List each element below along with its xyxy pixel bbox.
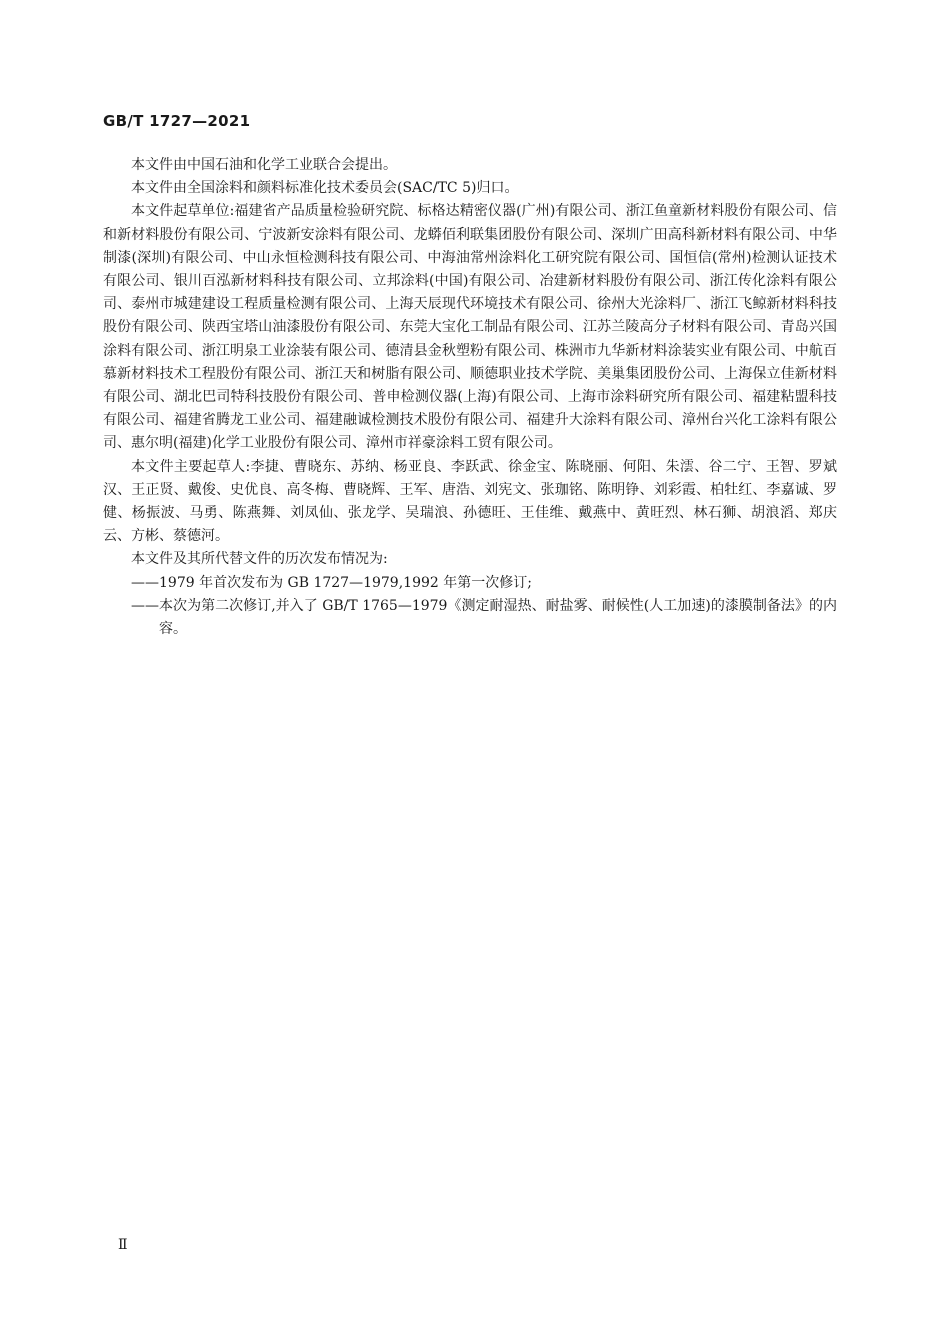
page-number: Ⅱ	[118, 1237, 128, 1253]
history-item-first-release: ——1979 年首次发布为 GB 1727—1979,1992 年第一次修订;	[131, 574, 532, 591]
committee-paragraph: 本文件由全国涂料和颜料标准化技术委员会(SAC/TC 5)归口。	[131, 180, 519, 197]
history-intro-paragraph: 本文件及其所代替文件的历次发布情况为:	[131, 551, 388, 568]
foreword-body	[103, 154, 837, 641]
drafting-units-paragraph: 本文件起草单位:福建省产品质量检验研究院、标格达精密仪器(广州)有限公司、浙江鱼童新材料股份有限公司、信和新材料股份有限公司、宁波新安涂料有限公司、龙蟒佰利联集团股份有限公司、深圳广田高科新材料有限公司、中华制漆(深圳)有限公司、中山永恒检测科技有限公司、中海油常州涂料化工研究院有限公司、国恒信(常州)检测认证技术有限公司、银川百泓新材料科技有限公司、立邦涂料(中国)有限公司、冶建新材料股份有限公司、浙江传化涂料有限公司、泰州市城建建设工程质量检测有限公司、上海天辰现代环境技术有限公司、徐州大光涂料厂、浙江飞鲸新材料科技股份有限公司、陕西宝塔山油漆股份有限公司、东莞大宝化工制品有限公司、江苏兰陵高分子材料有限公司、青岛兴国涂料有限公司、浙江明泉工业涂装有限公司、德清县金秋塑粉有限公司、株洲市九华新材料涂装实业有限公司、中航百慕新材料技术工程股份有限公司、浙江天和树脂有限公司、顺德职业技术学院、美巢集团股份公司、上海保立佳新材料有限公司、湖北巴司特科技股份有限公司、普申检测仪器(上海)有限公司、上海市涂料研究所有限公司、福建粘盟科技有限公司、福建省腾龙工业公司、福建融诚检测技术股份有限公司、福建升大涂料有限公司、漳州台兴化工涂料有限公司、惠尔明(福建)化学工业股份有限公司、漳州市祥豪涂料工贸有限公司。	[103, 203, 837, 452]
standard-code-header: GB/T 1727—2021	[103, 112, 251, 130]
history-item-second-revision: ——本次为第二次修订,并入了 GB/T 1765—1979《测定耐湿热、耐盐雾、耐候性(人工加速)的漆膜制备法》的内容。	[131, 597, 837, 638]
proposer-paragraph: 本文件由中国石油和化学工业联合会提出。	[131, 157, 397, 173]
drafters-paragraph: 本文件主要起草人:李捷、曹晓东、苏纳、杨亚良、李跃武、徐金宝、陈晓丽、何阳、朱澐、谷二宁、王智、罗斌汉、王正贤、戴俊、史优良、高冬梅、曹晓辉、王军、唐浩、刘宪文、张珈铭、陈明铮、刘彩霞、柏牡红、李嘉诚、罗健、杨振波、马勇、陈燕舞、刘凤仙、张龙学、吴瑞浪、孙德旺、王佳维、戴燕中、黄旺烈、林石狮、胡浪滔、郑庆云、方彬、蔡德河。	[103, 458, 837, 545]
